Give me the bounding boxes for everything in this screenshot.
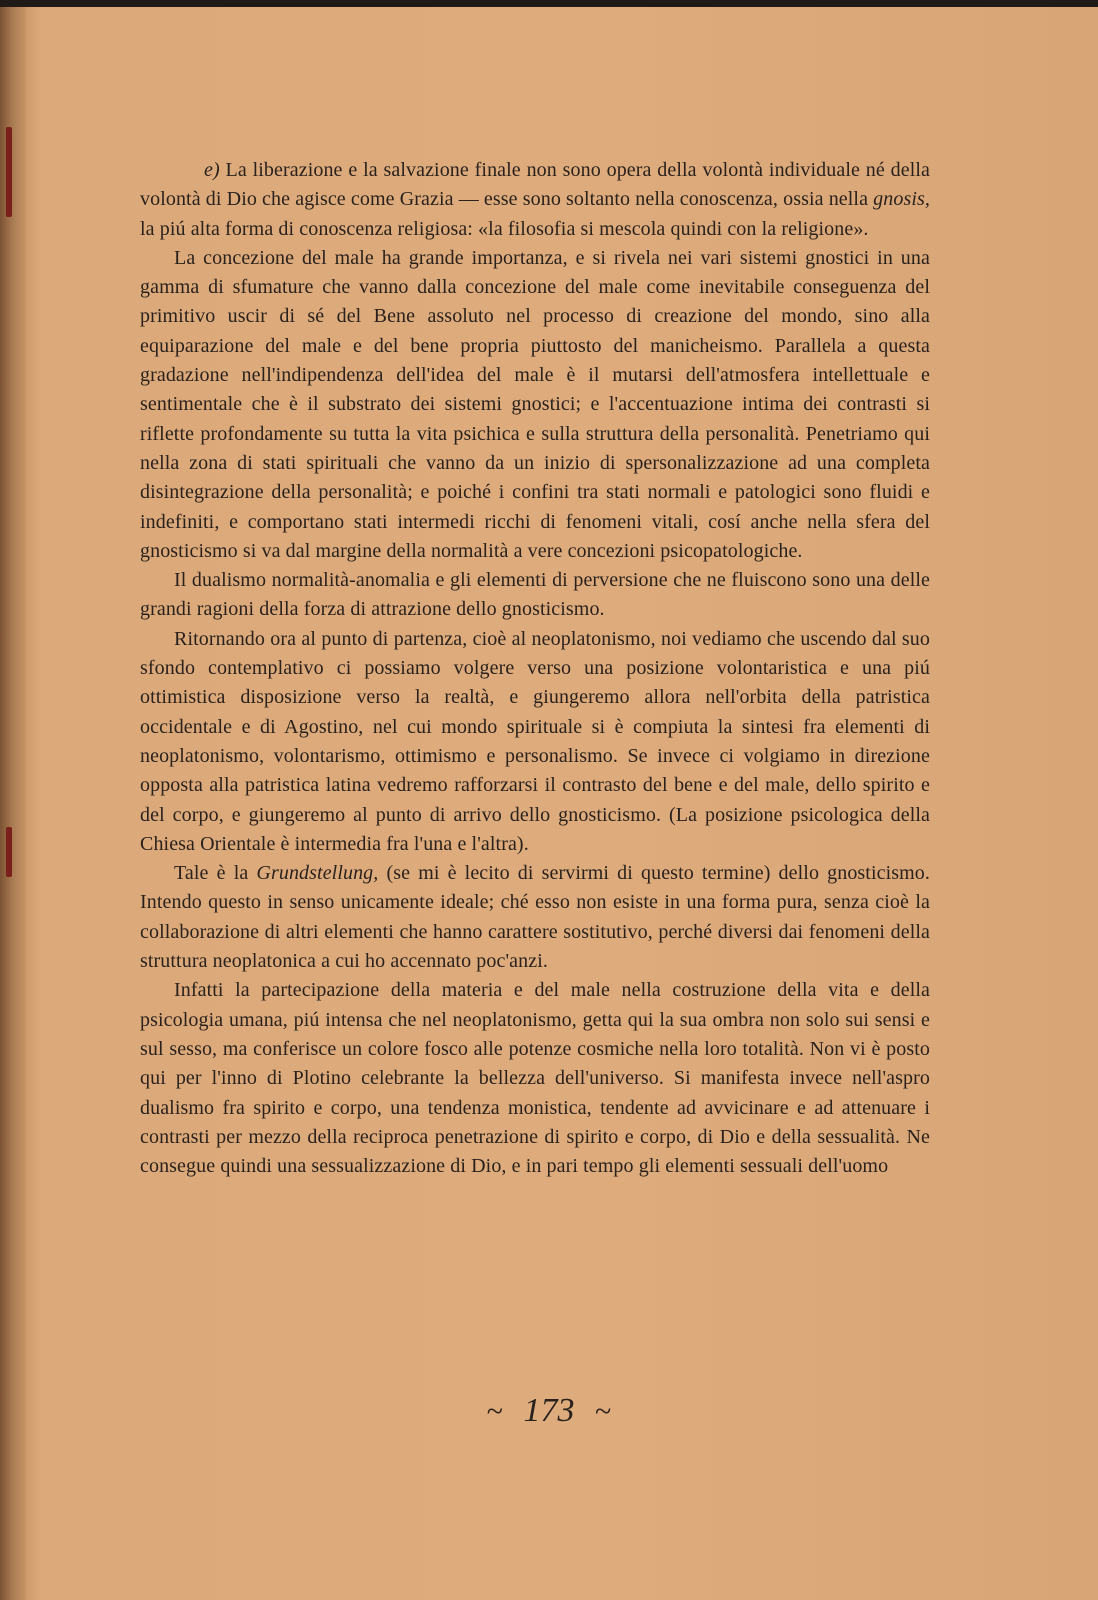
paragraph xyxy=(140,156,930,244)
text-run: Ritornando ora al punto di partenza, cioè al neoplatonismo, noi vediamo che uscendo dal suo sfondo contemplativo ci possiamo volgere verso una posizione volontaristica e una piú ottimistica disposizione verso la realtà, e giungeremo allora nell'orbita della patristica occidentale e di Agostino, nel cui mondo spirituale si è compiuta la sintesi fra elementi di neoplatonismo, volontarismo, ottimismo e personalismo. Se invece ci volgiamo in direzione opposta alla patristica latina vedremo rafforzarsi il contrasto del bene e del male, dello spirito e del corpo, e giungeremo al punto di arrivo dello gnosticismo. (La posizione psicologica della Chiesa Orientale è intermedia fra l'una e l'altra). xyxy=(140,627,930,855)
italic-term: Grundstellung, xyxy=(256,862,379,885)
folio-ornament-right: ~ xyxy=(595,1395,612,1428)
italic-term: gnosis, xyxy=(873,188,930,211)
text-run: (se mi è lecito di servirmi di questo termine) dello gnosticismo. Intendo questo in senso unicamente ideale; ché esso non esiste in una forma pura, senza cioè la collaborazione di altri elementi che hanno carattere sostitutivo, perché diversi dai fenomeni della struttura neoplatonica a cui ho accennato poc'anzi. xyxy=(140,862,930,973)
text-run: Tale è la xyxy=(174,862,257,885)
spine-mark xyxy=(6,127,12,217)
paragraph xyxy=(140,566,930,625)
paragraph xyxy=(140,859,930,976)
page-number xyxy=(0,1392,1098,1430)
body-text xyxy=(140,156,930,1181)
text-run: La concezione del male ha grande importanza, e si rivela nei vari sistemi gnostici in una gamma di sfumature che vanno dalla concezione del male come inevitabile conseguenza del primitivo uscir di sé del Bene assoluto nel processo di creazione del mondo, sino alla equiparazione del male e del bene propria piuttosto del manicheismo. Parallela a questa gradazione nell'indipendenza dell'idea del male è il mutarsi dell'atmosfera intellettuale e sentimentale che è il substrato dei sistemi gnostici; e l'accentuazione intima dei contrasti si riflette profondamente su tutta la vita psichica e sulla struttura della personalità. Penetriamo qui nella zona di stati spirituali che vanno da un inizio di spersonalizzazione ad una completa disintegrazione della personalità; e poiché i confini tra stati normali e patologici sono fluidi e indefiniti, e comportano stati intermedi ricchi di fenomeni vitali, cosí anche nella sfera del gnosticismo si va dal margine della normalità a vere concezioni psicopatologiche. xyxy=(140,246,930,562)
page-top-edge xyxy=(0,0,1098,7)
folio-number: 173 xyxy=(523,1392,575,1429)
paragraph xyxy=(140,244,930,566)
italic-term: e) xyxy=(204,159,220,181)
text-run: la piú alta forma di conoscenza religiosa: «la filosofia si mescola quindi con la religione». xyxy=(140,217,869,240)
text-run: La liberazione e la salvazione finale non sono opera della volontà individuale né della volontà di Dio che agisce come Grazia — esse sono soltanto nella conoscenza, ossia nella xyxy=(140,159,930,211)
text-run: Il dualismo normalità-anomalia e gli elementi di perversione che ne fluiscono sono una delle grandi ragioni della forza di attrazione dello gnosticismo. xyxy=(140,569,930,621)
paragraph xyxy=(140,976,930,1181)
paragraph xyxy=(140,625,930,859)
text-run: Infatti la partecipazione della materia e del male nella costruzione della vita e della psicologia umana, piú intensa che nel neoplatonismo, getta qui la sua ombra non solo sui sensi e sul sesso, ma conferisce un colore fosco alle potenze cosmiche nella loro totalità. Non vi è posto qui per l'inno di Plotino celebrante la bellezza dell'universo. Si manifesta invece nell'aspro dualismo fra spirito e corpo, una tendenza monistica, tendente ad avvicinare e ad attenuare i contrasti per mezzo della reciproca penetrazione di spirito e corpo, di Dio e della sessualità. Ne consegue quindi una sessualizzazione di Dio, e in pari tempo gli elementi sessuali dell'uomo xyxy=(140,979,930,1178)
spine-mark xyxy=(6,827,12,877)
book-gutter xyxy=(0,7,26,1600)
folio-ornament-left: ~ xyxy=(486,1395,503,1428)
